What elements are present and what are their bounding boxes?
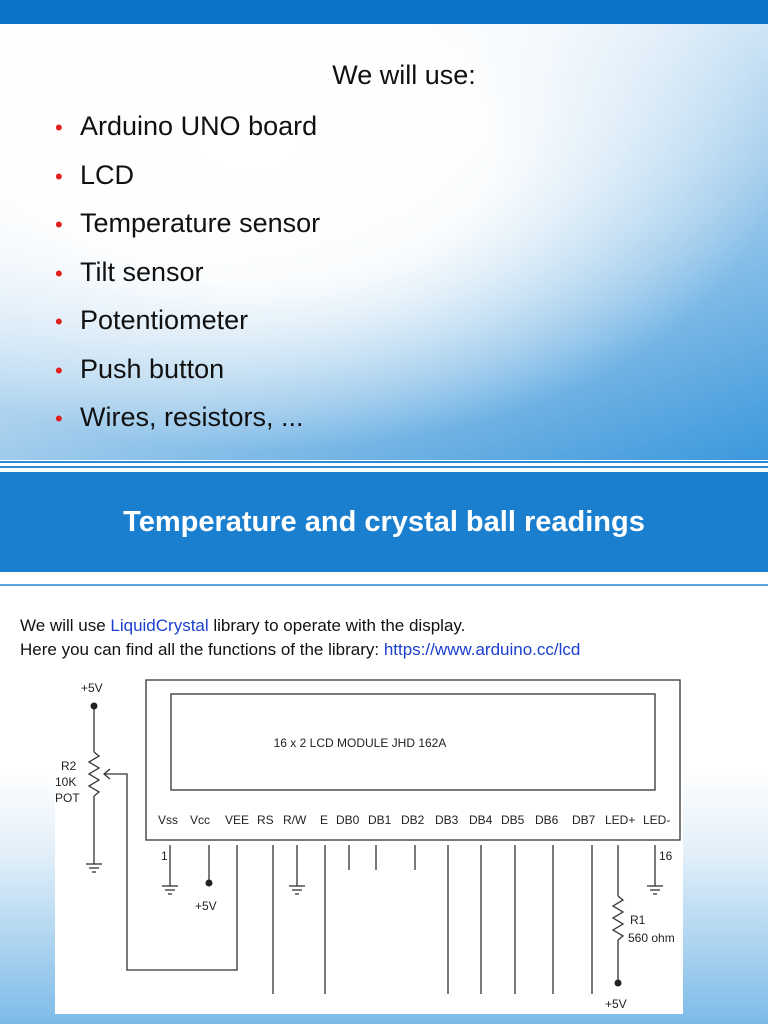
list-item-label: Potentiometer	[80, 305, 249, 335]
materials-list	[55, 108, 320, 448]
liquidcrystal-link[interactable]: LiquidCrystal	[110, 616, 209, 635]
slide-title-band	[0, 472, 768, 572]
list-item	[55, 205, 320, 254]
list-item	[55, 351, 320, 400]
pin-last-number: 16	[659, 849, 673, 863]
intro-text: We will use	[20, 616, 111, 635]
pin-label: Vcc	[190, 813, 211, 827]
r1-ref-label: R1	[630, 913, 646, 927]
list-item-label: Temperature sensor	[80, 208, 321, 238]
reference-text: Here you can find all the functions of the library:	[20, 640, 384, 659]
schematic-svg	[55, 674, 683, 1014]
pot-type-label: POT	[55, 791, 80, 805]
pot-supply-label: +5V	[81, 681, 103, 695]
pin-first-number: 1	[161, 849, 168, 863]
pot-value-label: 10K	[55, 775, 77, 789]
slide-materials	[0, 0, 768, 460]
pin-label: DB0	[336, 813, 360, 827]
led-supply-label: +5V	[605, 997, 627, 1011]
r1-value-label: 560 ohm	[628, 931, 675, 945]
list-item-label: LCD	[80, 159, 135, 190]
pin-label: DB1	[368, 813, 392, 827]
list-item	[55, 254, 320, 303]
pin-label: Vss	[158, 813, 179, 827]
arduino-lcd-link[interactable]: https://www.arduino.cc/lcd	[383, 640, 581, 659]
pin-label: VEE	[225, 813, 250, 827]
slide-heading: We will use:	[332, 60, 476, 90]
pin-label: DB5	[501, 813, 525, 827]
list-item	[55, 302, 320, 351]
list-item-label: Tilt sensor	[80, 256, 204, 287]
pin-label: R/W	[283, 813, 307, 827]
list-item	[55, 157, 320, 206]
list-item-label: Arduino UNO board	[80, 111, 318, 141]
slide-divider	[0, 584, 768, 586]
bullet-icon: •	[55, 115, 63, 140]
bullet-icon: •	[55, 212, 63, 237]
list-item	[55, 108, 320, 157]
slide-top-bar	[0, 0, 768, 24]
intro-line	[20, 616, 465, 636]
bullet-icon: •	[55, 357, 63, 383]
slide-divider	[0, 466, 768, 468]
bullet-icon: •	[55, 406, 63, 431]
slide-lcd	[0, 600, 768, 1024]
vcc-supply-label: +5V	[195, 899, 217, 913]
pin-label: LED+	[605, 813, 636, 827]
slide-title: Temperature and crystal ball readings	[123, 506, 645, 538]
list-item-label: Wires, resistors, ...	[80, 402, 304, 432]
pin-label: DB2	[401, 813, 425, 827]
list-item	[55, 399, 320, 448]
pin-label: DB3	[435, 813, 459, 827]
pin-label: DB6	[535, 813, 559, 827]
slide-divider	[0, 461, 768, 463]
pin-label: DB4	[469, 813, 493, 827]
lcd-schematic	[55, 674, 683, 1014]
pot-ref-label: R2	[61, 759, 77, 773]
lcd-module-label: 16 x 2 LCD MODULE JHD 162A	[273, 736, 447, 750]
bullet-icon: •	[55, 309, 63, 334]
reference-line	[20, 640, 580, 660]
pin-label: E	[320, 813, 329, 827]
intro-text: library to operate with the display.	[208, 616, 466, 635]
pin-label: LED-	[643, 813, 671, 827]
bullet-icon: •	[55, 163, 63, 189]
pin-label: DB7	[572, 813, 596, 827]
pin-label: RS	[257, 813, 274, 827]
list-item-label: Push button	[80, 353, 225, 384]
bullet-icon: •	[55, 260, 63, 286]
